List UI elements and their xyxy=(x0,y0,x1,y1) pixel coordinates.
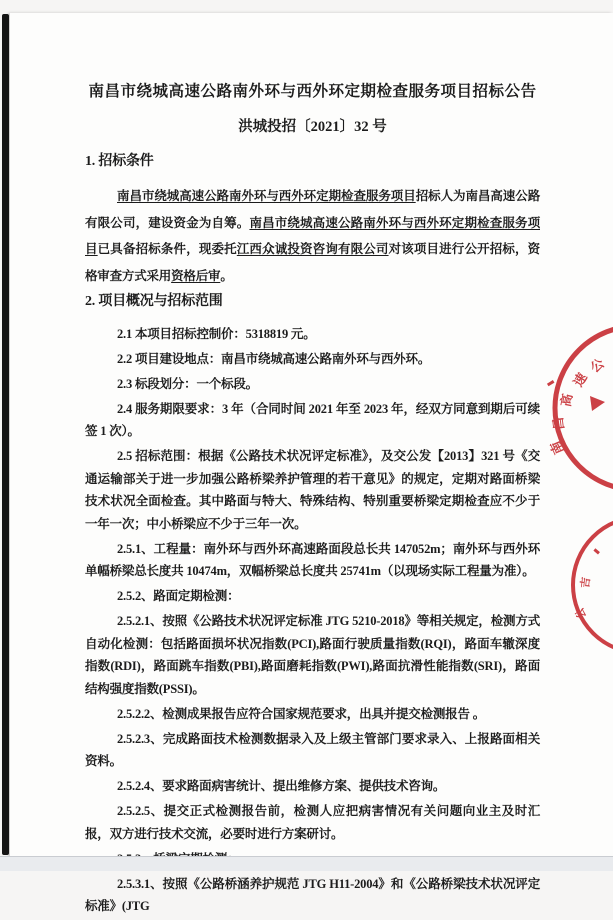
document-body xyxy=(85,152,540,918)
document-content xyxy=(10,13,613,920)
paragraph: 2.5 招标范围：根据《公路技术状况评定标准》，及交公发【2013】321 号《交通运输部关于进一步加强公路桥梁养护管理的若干意见》的规定，定期对路面桥梁技术状况全面检查。其中路面与特大、特殊结构、特别重要桥梁定期检查应不少于一年一次；中小桥梁应不少于三年一次。 xyxy=(85,449,540,531)
section-heading: 1. 招标条件 xyxy=(85,154,154,169)
underlined-text: 南昌市绕城高速公路南外环与西外环定期检查服务项目 xyxy=(85,215,540,256)
paragraph xyxy=(85,183,540,289)
underlined-text: 资格后审 xyxy=(171,268,221,283)
paragraph: 2.5.2.1、按照《公路技术状况评定标准 JTG 5210-2018》等相关规定，检测方式自动化检测：包括路面损坏状况指数(PCI),路面行驶质量指数(RQI)，路面车辙深度指数(RDI)，路面跳车指数(PBI),路面磨耗指数(PWI),路面抗滑性能指数(SRI)，路面结构强度指数(PSSI)。 xyxy=(85,614,540,696)
paper-sheet xyxy=(10,13,613,913)
page-edge-shadow xyxy=(2,14,9,855)
seal-character: 昌 xyxy=(550,416,567,431)
text-run: 。 xyxy=(220,268,233,283)
seal-character: 南 xyxy=(547,438,567,457)
text-run: 对该项目进行公开招标，资格审查方式采用 xyxy=(85,242,540,283)
underlined-text: 江西众诚投资咨询有限公司 xyxy=(236,242,389,256)
paragraph: 2.5.2.5、提交正式检测报告前，检测人应把病害情况有关问题向业主及时汇报，双方进行技术交流，必要时进行方案研讨。 xyxy=(85,804,540,841)
paragraph: 2.5.3.1、按照《公路桥涵养护规范 JTG H11-2004》和《公路桥梁技术状况评定标准》(JTG xyxy=(85,876,540,913)
paragraph: 2.3 标段划分：一个标段。 xyxy=(117,376,258,391)
text-run: 已具备招标条件，现委托 xyxy=(97,242,237,256)
seal-character: 吉 xyxy=(579,576,593,589)
paragraph: 2.2 项目建设地点：南昌市绕城高速公路南外环与西外环。 xyxy=(117,351,431,366)
underlined-text: 南昌市绕城高速公路南外环与西外环定期检查服务项目 xyxy=(117,189,416,203)
document-title: 南昌市绕城高速公路南外环与西外环定期检查服务项目招标公告 xyxy=(88,83,537,100)
text-run: 招标人为南昌高速公路有限公司，建设资金为自筹。 xyxy=(85,189,540,230)
section-heading: 2. 项目概况与招标范围 xyxy=(85,293,223,309)
paragraph: 2.5.1、工程量：南外环与西外环高速路面段总长共 147052m；南外环与西外环单幅桥梁总长度共 10474m，双幅桥梁总长度共 25741m（以现场实际工程量为准）。 xyxy=(85,541,540,578)
paragraph: 2.5.2.3、完成路面技术检测数据录入及上级主管部门要求录入、上报路面相关资料。 xyxy=(85,731,540,768)
paragraph: 2.5.2、路面定期检测： xyxy=(117,589,240,603)
paragraph: 2.1 本项目招标控制价：5318819 元。 xyxy=(117,326,316,341)
scanner-bottom-band xyxy=(0,856,613,871)
seal-character: 公 xyxy=(573,605,589,621)
paragraph: 2.5.2.4、要求路面病害统计、提出维修方案、提供技术咨询。 xyxy=(117,779,446,793)
seal-character: 公 xyxy=(587,355,607,376)
document-number: 洪城投招〔2021〕32 号 xyxy=(238,119,387,135)
paragraph: 2.5.2.2、检测成果报告应符合国家规范要求，出具并提交检测报告 。 xyxy=(117,706,486,721)
seal-character: 速 xyxy=(570,370,590,390)
paragraph: 2.4 服务期限要求：3 年（合同时间 2021 年至 2023 年，经双方同意到期后可续签 1 次）。 xyxy=(85,401,540,438)
seal-character: 高 xyxy=(557,392,576,408)
